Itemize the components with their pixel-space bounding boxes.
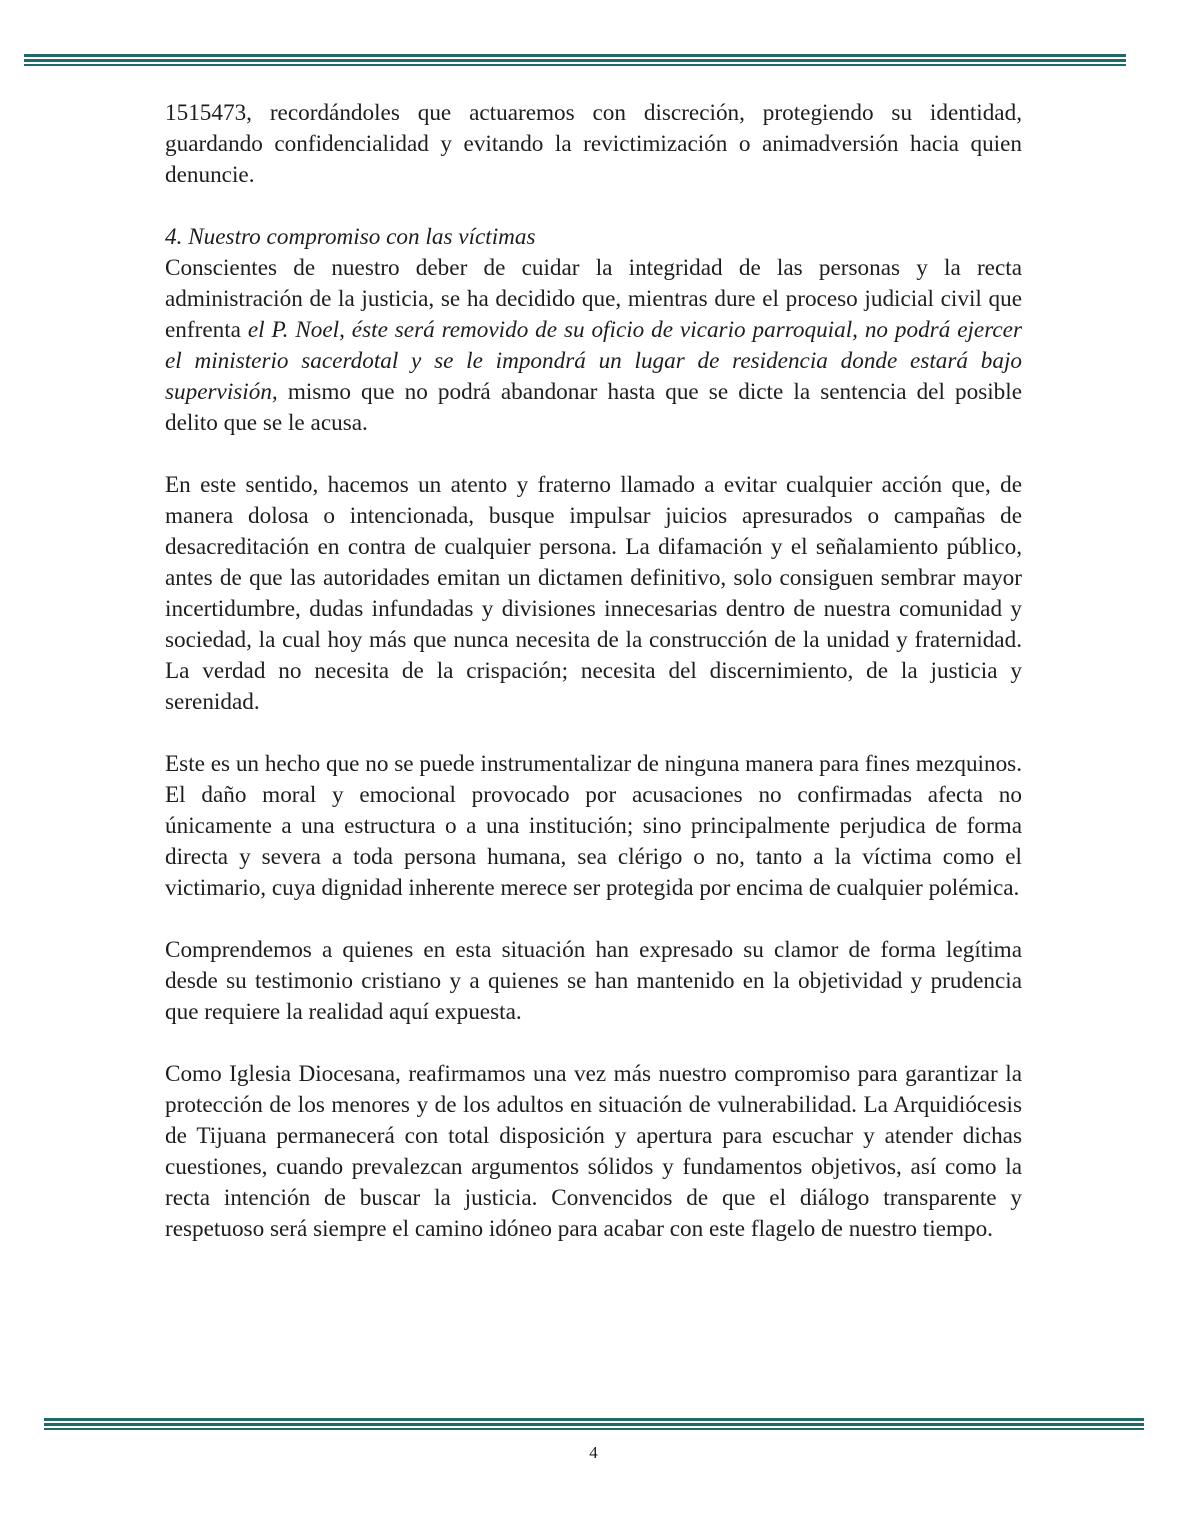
header-rule-line [24, 54, 1126, 57]
commitment-section [165, 222, 1022, 439]
header-rule-line [24, 59, 1126, 62]
paragraph-understanding: Comprendemos a quienes en esta situación han expresado su clamor de forma legítima desde su testimonio cristiano y a quienes se han mantenido en la objetividad y prudencia que requiere la realidad aquí expuesta. [165, 937, 1022, 1025]
paragraph-call-to-avoid: En este sentido, hacemos un atento y fraterno llamado a evitar cualquier acción que, de manera dolosa o intencionada, busque impulsar juicios apresurados o campañas de desacreditación en contra de cualquier persona. La difamación y el señalamiento público, antes de que las autoridades emitan un dictamen definitivo, solo consiguen sembrar mayor incertidumbre, dudas infundadas y divisiones innecesarias dentro de nuestra comunidad y sociedad, la cual hoy más que nunca necesita de la construcción de la unidad y fraternidad. La verdad no necesita de la crispación; necesita del discernimiento, de la justicia y serenidad. [165, 472, 1022, 715]
paragraph-moral-damage: Este es un hecho que no se puede instrumentalizar de ninguna manera para fines mezquinos. El daño moral y emocional provocado por acusaciones no confirmadas afecta no únicamente a una estructura o a una institución; sino principalmente perjudica de forma directa y severa a toda persona humana, sea clérigo o no, tanto a la víctima como el victimario, cuya dignidad inherente merece ser protegida por encima de cualquier polémica. [165, 751, 1022, 901]
paragraph-continuation: 1515473, recordándoles que actuaremos con discreción, protegiendo su identidad, guardando confidencialidad y evitando la revictimización o animadversión hacia quien denuncie. [165, 100, 1022, 188]
paragraph-text: mismo que no podrá abandonar hasta que se dicte la sentencia del posible delito que se le acusa. [165, 379, 1022, 436]
section-heading: 4. Nuestro compromiso con las víctimas [165, 224, 536, 250]
header-rule [24, 54, 1126, 68]
document-body [165, 98, 1022, 1276]
paragraph-italic-text: el P. Noel, éste será removido de su oficio de vicario parroquial, no podrá ejercer el ministerio sacerdotal y se le impondrá un lugar de residencia donde estará bajo supervisión, [165, 317, 1022, 405]
footer-rule-line [44, 1428, 1144, 1430]
footer-rule-line [44, 1423, 1144, 1426]
paragraph-diocesan-commitment: Como Iglesia Diocesana, reafirmamos una vez más nuestro compromiso para garantizar la protección de los menores y de los adultos en situación de vulnerabilidad. La Arquidiócesis de Tijuana permanecerá con total disposición y apertura para escuchar y atender dichas cuestiones, cuando prevalezcan argumentos sólidos y fundamentos objetivos, así como la recta intención de buscar la justicia. Convencidos de que el diálogo transparente y respetuoso será siempre el camino idóneo para acabar con este flagelo de nuestro tiempo. [165, 1061, 1022, 1242]
footer-rule [44, 1418, 1144, 1432]
paragraph-text: Conscientes de nuestro deber de cuidar la integridad de las personas y la recta administración de la justicia, se ha decidido que, mientras dure el proceso judicial civil que enfrenta [165, 255, 1022, 343]
header-rule-line [24, 64, 1126, 66]
page-number: 4 [589, 1443, 598, 1462]
footer-rule-line [44, 1418, 1144, 1421]
